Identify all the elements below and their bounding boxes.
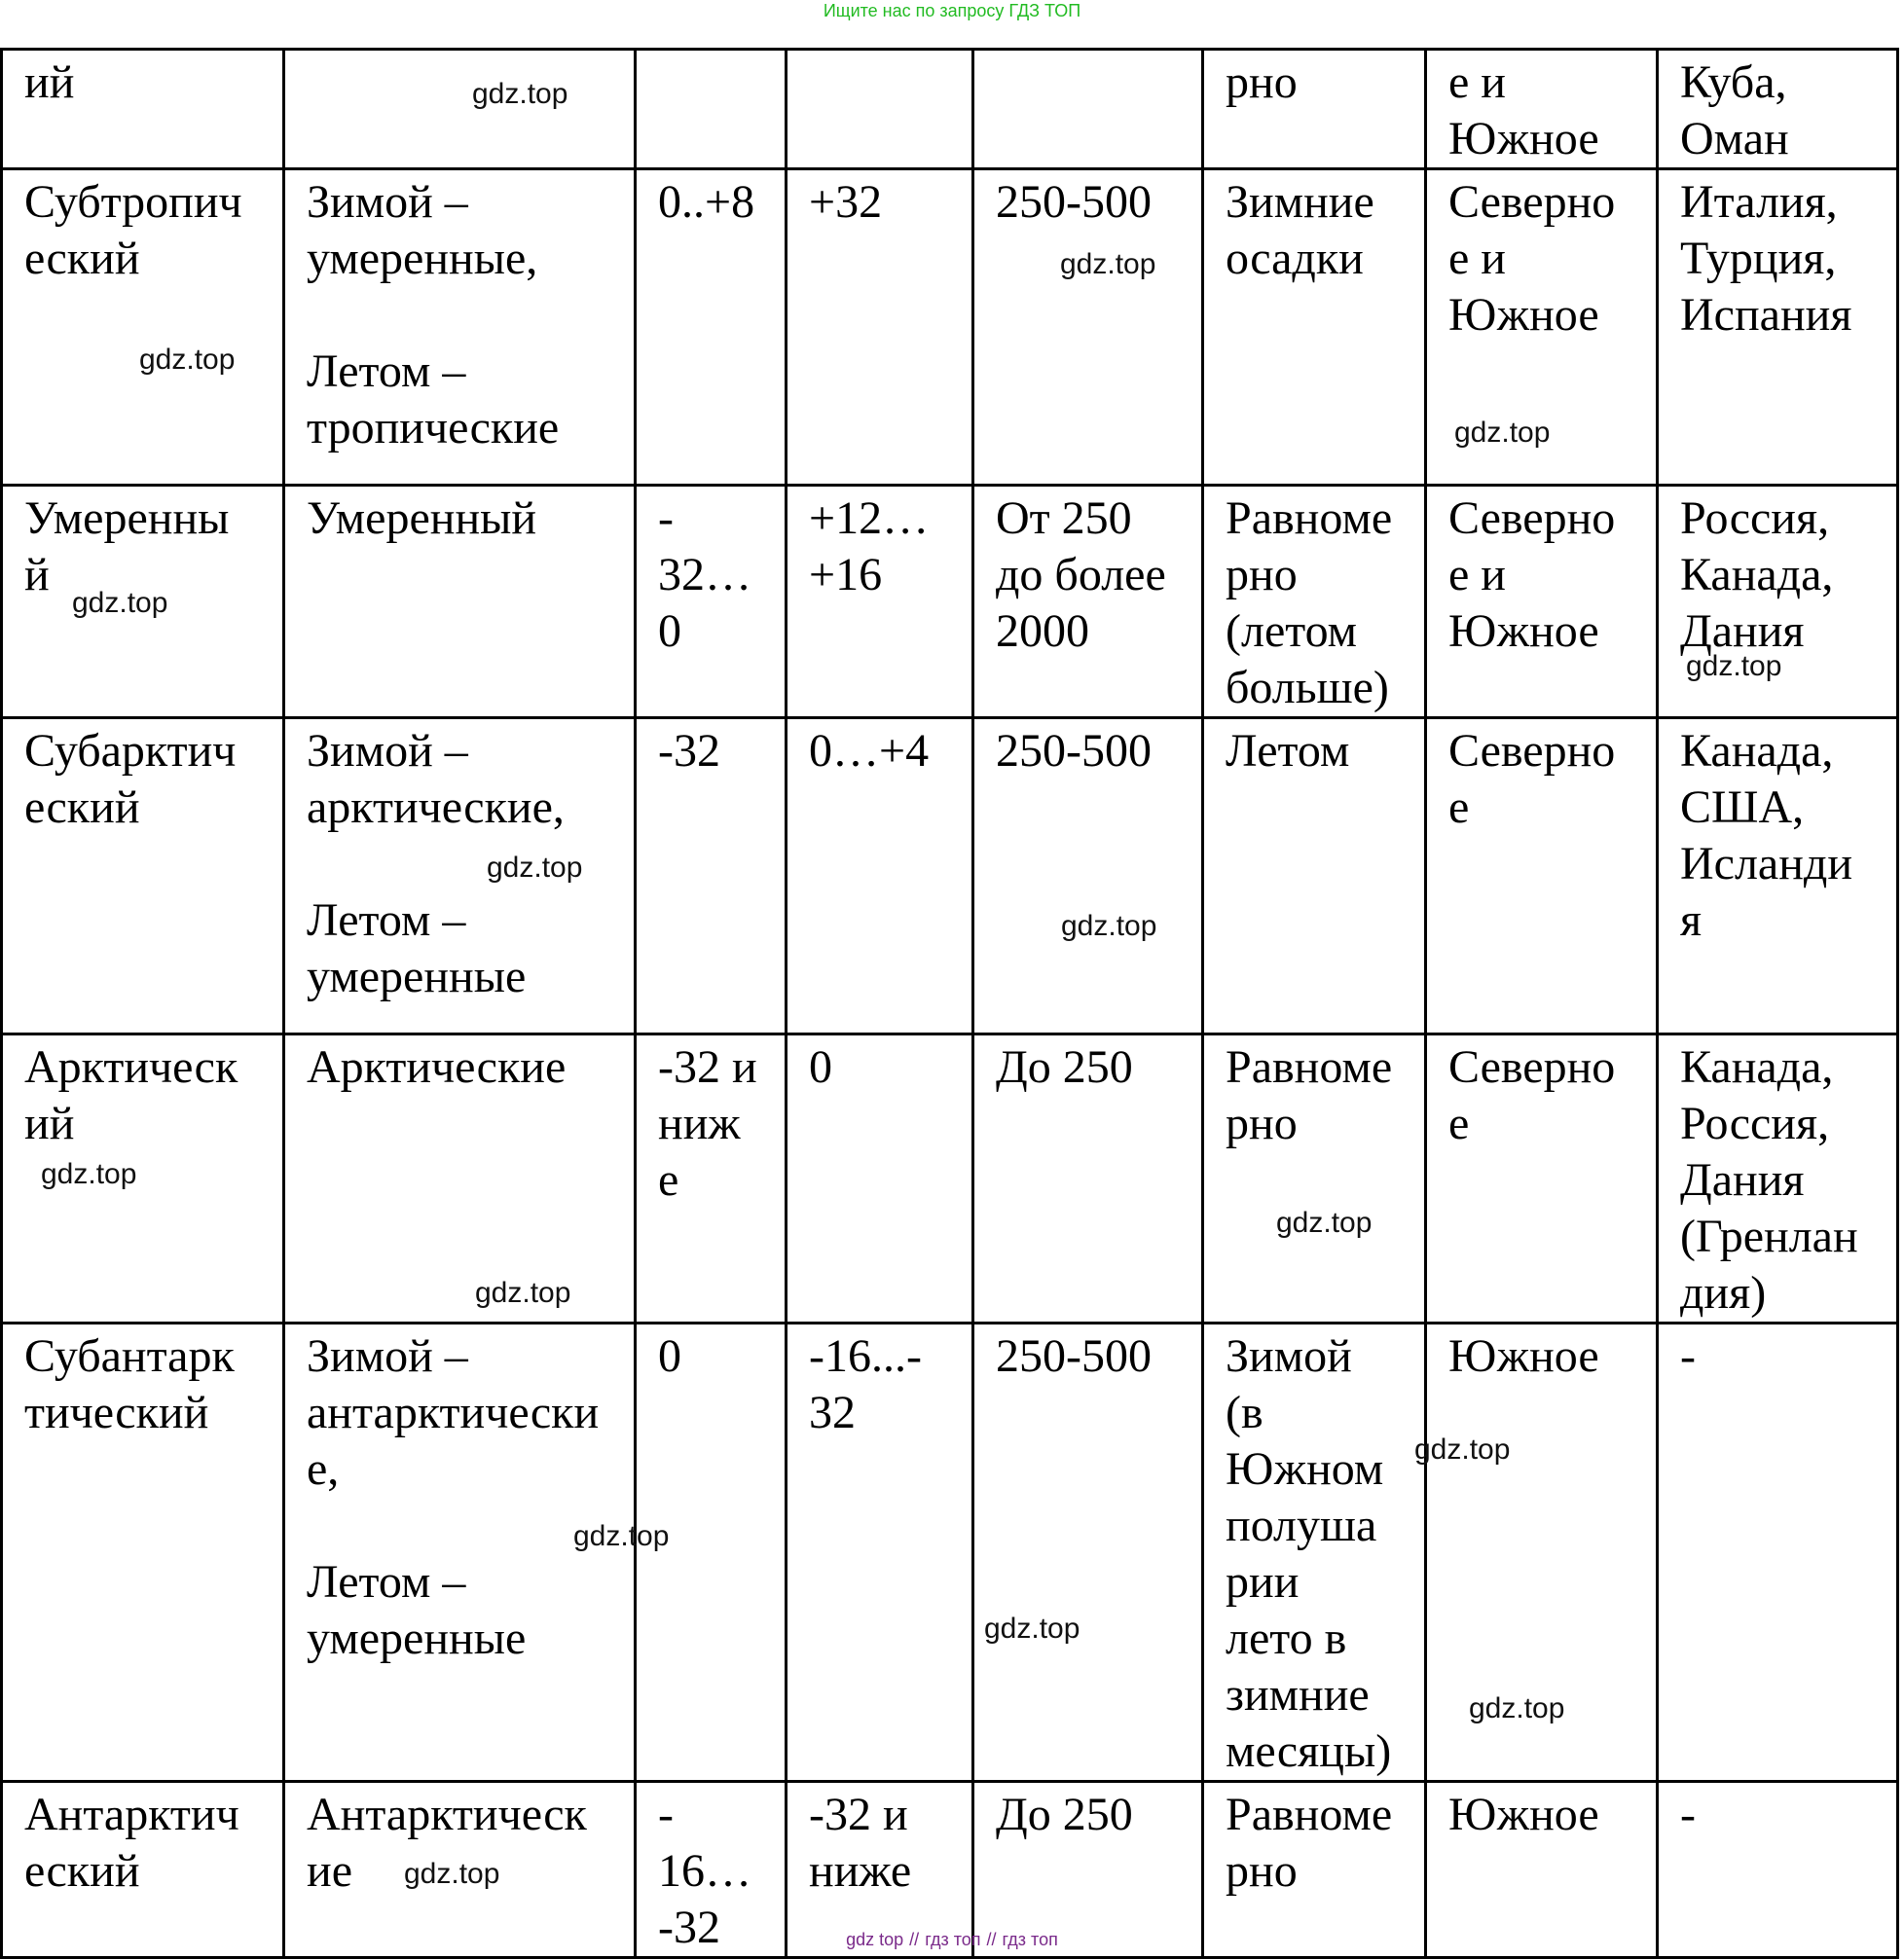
cell-text-line: й xyxy=(24,549,50,600)
cell-text-line: Зимой – xyxy=(307,725,468,777)
table-cell xyxy=(787,1324,973,1782)
table-cell xyxy=(2,718,284,1034)
cell-text-line: -32 xyxy=(658,725,720,777)
cell-text-line: зимние xyxy=(1226,1669,1370,1721)
cell-text-line: 250-500 xyxy=(996,1330,1152,1382)
table-cell xyxy=(1203,50,1426,169)
table-cell xyxy=(1658,1324,1898,1782)
cell-text-line: рно xyxy=(1226,1845,1298,1897)
footer-link-3[interactable]: гдз топ xyxy=(1002,1930,1058,1949)
cell-text-line: Северно xyxy=(1448,725,1616,777)
table-cell xyxy=(2,50,284,169)
table-cell xyxy=(636,1034,787,1324)
cell-text-line: Куба, xyxy=(1680,56,1787,108)
table-cell xyxy=(636,718,787,1034)
cell-text-line: 250-500 xyxy=(996,725,1152,777)
cell-text-line: 0…+4 xyxy=(809,725,930,777)
cell-text-line: (в xyxy=(1226,1387,1263,1438)
climate-table xyxy=(0,48,1899,1959)
cell-text-line: Дания xyxy=(1680,1154,1805,1206)
table-cell xyxy=(284,50,636,169)
cell-text-line: ниж xyxy=(658,1098,741,1149)
table-cell xyxy=(284,486,636,718)
table-row xyxy=(2,169,1898,486)
cell-text-line: Зимой – xyxy=(307,176,468,228)
table-cell xyxy=(1658,1034,1898,1324)
cell-text-line: еский xyxy=(24,781,140,833)
top-banner[interactable]: Ищите нас по запросу ГДЗ ТОП xyxy=(823,1,1081,20)
table-cell xyxy=(973,50,1203,169)
table-cell xyxy=(973,1324,1203,1782)
cell-text-line: месяцы) xyxy=(1226,1725,1392,1777)
cell-text-line: США, xyxy=(1680,781,1805,833)
cell-spacer xyxy=(996,54,1182,111)
table-row xyxy=(2,1324,1898,1782)
footer-separator: // xyxy=(986,1930,997,1949)
cell-text-line: 16… xyxy=(658,1845,751,1897)
table-cell xyxy=(787,1034,973,1324)
cell-text-line: (летом xyxy=(1226,605,1358,657)
cell-text-line: Арктические xyxy=(307,1041,567,1093)
cell-text-line: -32 и xyxy=(658,1041,757,1093)
table-cell xyxy=(1426,1034,1658,1324)
table-cell xyxy=(787,718,973,1034)
watermark-label: gdz.top xyxy=(1414,1433,1511,1466)
watermark-label: gdz.top xyxy=(487,852,583,884)
cell-text-line: Арктическ xyxy=(24,1041,238,1093)
table-cell xyxy=(1426,486,1658,718)
table-cell xyxy=(1203,169,1426,486)
cell-text-line: -32 xyxy=(658,1902,720,1953)
cell-text-line: дия) xyxy=(1680,1267,1767,1319)
cell-text-line: еский xyxy=(24,233,140,284)
cell-text-line: Турция, xyxy=(1680,233,1837,284)
watermark-label: gdz.top xyxy=(41,1158,137,1190)
table-cell xyxy=(1658,169,1898,486)
cell-text-line: Субарктич xyxy=(24,725,237,777)
table-cell xyxy=(1426,50,1658,169)
table-cell xyxy=(1203,1324,1426,1782)
cell-text-line: е и xyxy=(1448,549,1506,600)
cell-text-line: (Гренлан xyxy=(1680,1211,1858,1262)
cell-text-line: Россия, xyxy=(1680,492,1830,544)
cell-text-line: - xyxy=(658,492,674,544)
watermark-label: gdz.top xyxy=(72,587,168,619)
cell-text-line: -32 и xyxy=(809,1789,908,1840)
cell-spacer xyxy=(658,54,765,111)
cell-text-line: Зимой – xyxy=(307,1330,468,1382)
cell-text-line: Антарктическ xyxy=(307,1789,587,1840)
cell-text-line: Зимние xyxy=(1226,176,1374,228)
table-row xyxy=(2,50,1898,169)
cell-text-line: Канада, xyxy=(1680,1041,1834,1093)
footer-link-2[interactable]: гдз топ xyxy=(925,1930,981,1949)
table-cell xyxy=(1426,718,1658,1034)
table-row xyxy=(2,1034,1898,1324)
watermark-label: gdz.top xyxy=(1276,1207,1373,1239)
cell-text-line: Субтропич xyxy=(24,176,242,228)
cell-text-line: умеренные xyxy=(307,951,527,1002)
cell-text-line: Зимой xyxy=(1226,1330,1352,1382)
cell-text-line: +16 xyxy=(809,549,883,600)
cell-text-line: Южном xyxy=(1226,1443,1384,1495)
cell-text-line: рно xyxy=(1226,1098,1298,1149)
cell-text-line: антарктически xyxy=(307,1387,600,1438)
cell-text-line: рно xyxy=(1226,56,1298,108)
cell-spacer xyxy=(307,54,614,111)
table-cell xyxy=(973,1034,1203,1324)
cell-text-line: - xyxy=(1680,1330,1696,1382)
cell-text-line: Испания xyxy=(1680,289,1852,341)
cell-text-line: Субантарк xyxy=(24,1330,235,1382)
footer xyxy=(0,1929,1904,1950)
cell-text-line: е xyxy=(1448,1098,1470,1149)
table-cell xyxy=(2,169,284,486)
cell-text-line: Дания xyxy=(1680,605,1805,657)
cell-text-line: До 250 xyxy=(996,1789,1133,1840)
cell-text-line: До 250 xyxy=(996,1041,1133,1093)
cell-text-line: е xyxy=(658,1154,679,1206)
watermark-label: gdz.top xyxy=(1469,1692,1565,1724)
table-row xyxy=(2,486,1898,718)
watermark-label: gdz.top xyxy=(139,344,236,376)
table-cell xyxy=(787,169,973,486)
cell-text-line: - xyxy=(1680,1789,1696,1840)
table-cell xyxy=(636,50,787,169)
table-cell xyxy=(1203,1034,1426,1324)
cell-text-line: Умеренны xyxy=(24,492,230,544)
cell-text-line: Равноме xyxy=(1226,1789,1393,1840)
footer-link-1[interactable]: gdz top xyxy=(846,1930,904,1949)
table-cell xyxy=(787,50,973,169)
cell-text-line: рно xyxy=(1226,549,1298,600)
cell-text-line: Летом – xyxy=(307,345,466,397)
cell-text-line: Северно xyxy=(1448,492,1616,544)
watermark-label: gdz.top xyxy=(472,78,568,110)
watermark-label: gdz.top xyxy=(984,1613,1080,1645)
table-cell xyxy=(284,169,636,486)
cell-text-line: полуша xyxy=(1226,1500,1377,1551)
watermark-label: gdz.top xyxy=(1686,650,1782,682)
cell-text-line: Южное xyxy=(1448,1789,1599,1840)
cell-text-line: е, xyxy=(307,1443,340,1495)
table-cell xyxy=(2,1324,284,1782)
cell-text-line: 250-500 xyxy=(996,176,1152,228)
table-cell xyxy=(1658,50,1898,169)
table-cell xyxy=(1203,486,1426,718)
cell-text-line: 0 xyxy=(658,1330,681,1382)
cell-text-line: 0 xyxy=(809,1041,832,1093)
cell-text-line: 0 xyxy=(658,605,681,657)
cell-text-line: лето в xyxy=(1226,1613,1347,1664)
cell-text-line: От 250 xyxy=(996,492,1132,544)
cell-text-line: Канада, xyxy=(1680,549,1834,600)
cell-spacer xyxy=(307,1498,614,1554)
cell-text-line: ие xyxy=(307,1845,352,1897)
cell-text-line: Летом xyxy=(1226,725,1350,777)
cell-text-line: осадки xyxy=(1226,233,1364,284)
cell-text-line: +32 xyxy=(809,176,883,228)
footer-separator: // xyxy=(909,1930,920,1949)
cell-text-line: е xyxy=(1448,781,1470,833)
cell-text-line: Южное xyxy=(1448,289,1599,341)
table-cell xyxy=(284,1034,636,1324)
cell-text-line: 32 xyxy=(809,1387,856,1438)
cell-text-line: Исланди xyxy=(1680,838,1853,889)
cell-text-line: Равноме xyxy=(1226,1041,1393,1093)
cell-text-line: Италия, xyxy=(1680,176,1838,228)
table-cell xyxy=(636,169,787,486)
table-cell xyxy=(973,486,1203,718)
cell-text-line: еский xyxy=(24,1845,140,1897)
cell-text-line: ий xyxy=(24,1098,75,1149)
watermark-label: gdz.top xyxy=(404,1858,500,1890)
cell-text-line: Россия, xyxy=(1680,1098,1830,1149)
cell-text-line: - xyxy=(658,1789,674,1840)
cell-text-line: тропические xyxy=(307,402,560,453)
table-cell xyxy=(1658,718,1898,1034)
cell-text-line: 2000 xyxy=(996,605,1089,657)
cell-text-line: тический xyxy=(24,1387,209,1438)
cell-text-line: е и xyxy=(1448,233,1506,284)
cell-text-line: Умеренный xyxy=(307,492,537,544)
cell-text-line: Северно xyxy=(1448,176,1616,228)
cell-text-line: Антарктич xyxy=(24,1789,239,1840)
cell-text-line: Оман xyxy=(1680,113,1789,164)
cell-text-line: Канада, xyxy=(1680,725,1834,777)
cell-spacer xyxy=(809,54,952,111)
cell-text-line: е и xyxy=(1448,56,1506,108)
cell-text-line: 32… xyxy=(658,549,751,600)
cell-text-line: ий xyxy=(24,56,75,108)
cell-text-line: +12… xyxy=(809,492,930,544)
table-cell xyxy=(787,486,973,718)
cell-text-line: арктические, xyxy=(307,781,565,833)
cell-spacer xyxy=(307,287,614,344)
table-row xyxy=(2,718,1898,1034)
watermark-label: gdz.top xyxy=(1060,248,1156,280)
cell-text-line: Летом – xyxy=(307,894,466,946)
cell-text-line: ниже xyxy=(809,1845,912,1897)
cell-text-line: Летом – xyxy=(307,1556,466,1608)
watermark-label: gdz.top xyxy=(1061,910,1157,942)
watermark-label: gdz.top xyxy=(573,1520,670,1552)
cell-text-line: умеренные, xyxy=(307,233,538,284)
cell-text-line: 0..+8 xyxy=(658,176,755,228)
cell-text-line: умеренные xyxy=(307,1613,527,1664)
watermark-label: gdz.top xyxy=(475,1277,571,1309)
cell-text-line: Южное xyxy=(1448,113,1599,164)
table-cell xyxy=(973,169,1203,486)
cell-text-line: больше) xyxy=(1226,662,1389,713)
cell-text-line: рии xyxy=(1226,1556,1300,1608)
cell-text-line: -16...- xyxy=(809,1330,922,1382)
watermark-label: gdz.top xyxy=(1454,417,1551,449)
cell-text-line: Равноме xyxy=(1226,492,1393,544)
cell-text-line: Северно xyxy=(1448,1041,1616,1093)
table-cell xyxy=(636,486,787,718)
table-cell xyxy=(973,718,1203,1034)
cell-text-line: Южное xyxy=(1448,1330,1599,1382)
cell-text-line: Южное xyxy=(1448,605,1599,657)
cell-text-line: я xyxy=(1680,894,1703,946)
cell-text-line: до более xyxy=(996,549,1166,600)
table-cell xyxy=(1203,718,1426,1034)
